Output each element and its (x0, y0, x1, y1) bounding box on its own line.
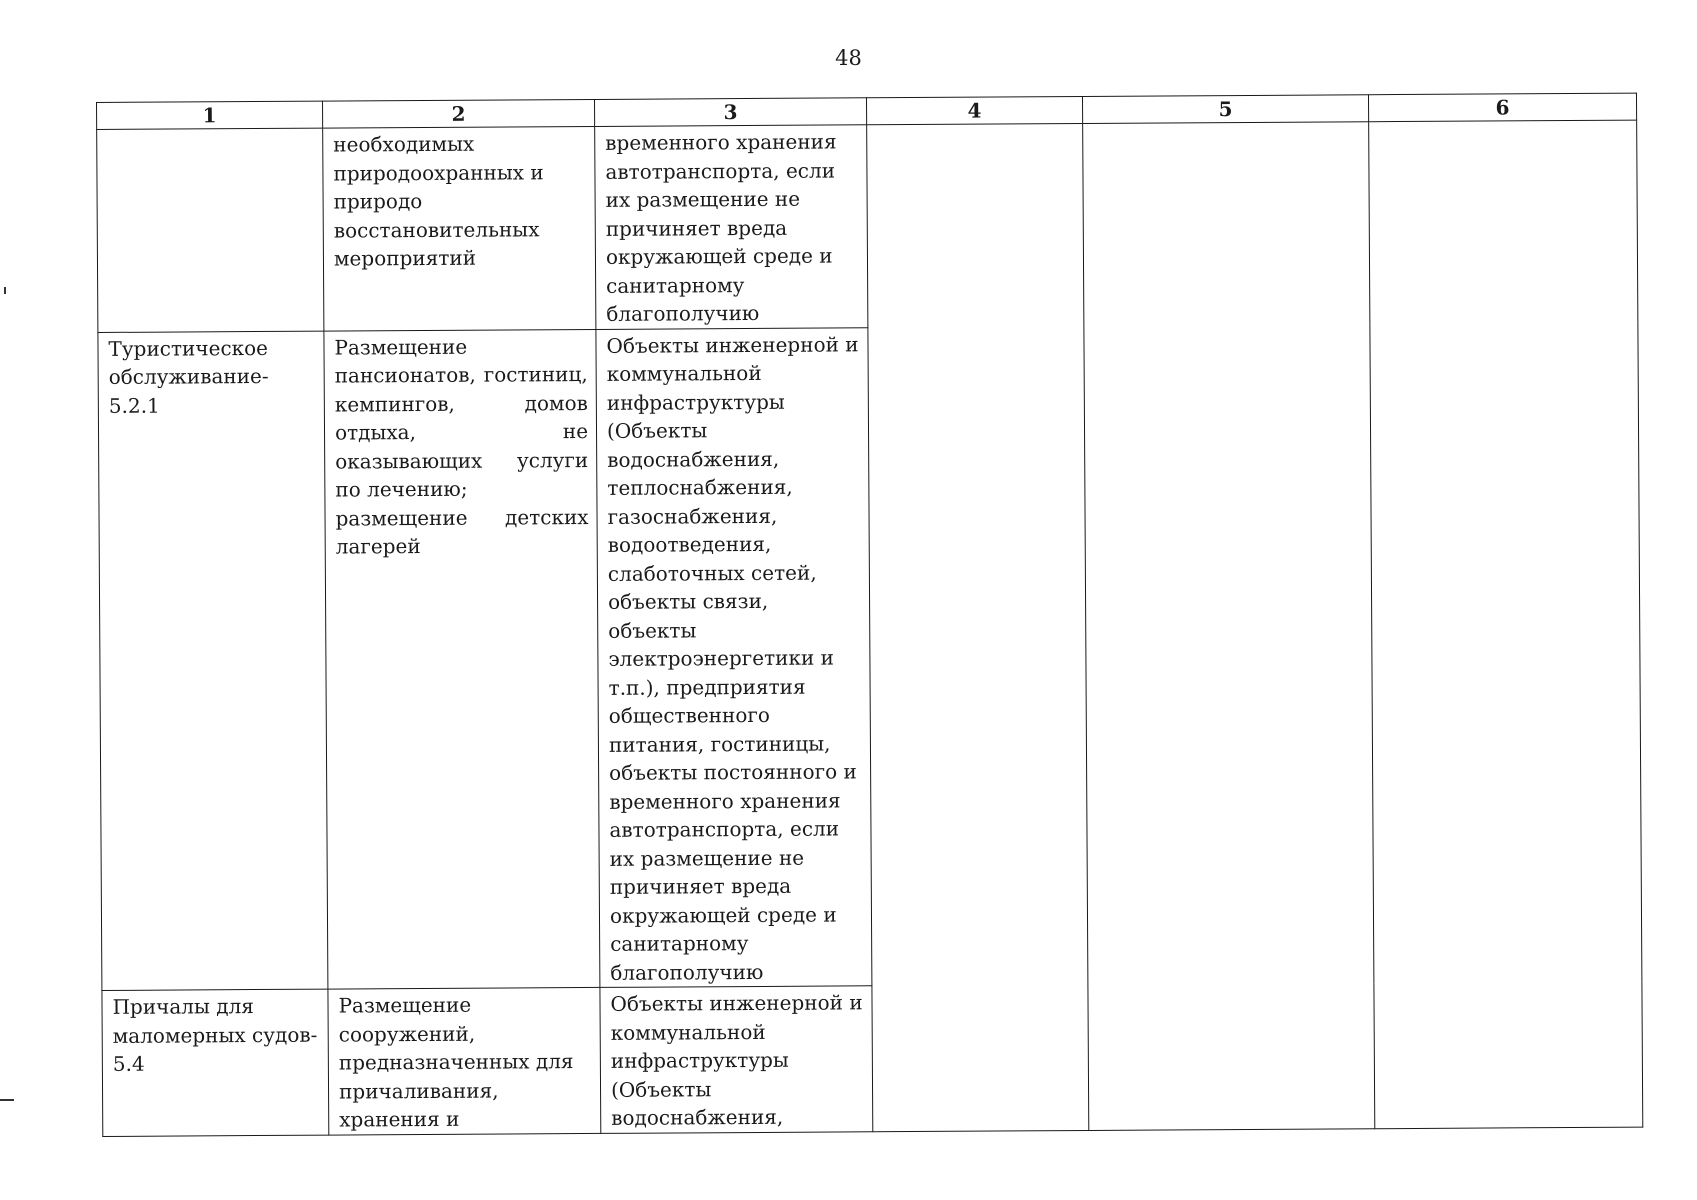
column-header-6: 6 (1368, 93, 1636, 122)
description-line: лагерей (335, 534, 421, 559)
land-use-name-cell (102, 989, 329, 1136)
land-use-description-cell (323, 126, 596, 330)
table-row (97, 120, 1638, 332)
description-line: Размещение (334, 334, 468, 360)
column-4-cell (867, 123, 1089, 1131)
column-5-cell (1083, 122, 1375, 1130)
scan-artifact (4, 287, 6, 294)
column-header-5: 5 (1082, 95, 1368, 124)
description-line: по лечению; (335, 476, 468, 502)
auxiliary-use-text: Объекты инженерной и коммунальной инфраструктуры (Объекты водоснабжения, теплоснабжения, газоснабжения, водоотведения, слаботочных сетей, объекты связи, объекты электроэнергетики и т.п.), предприятия общественного питания, гостиницы, объекты постоянного и временного хранения автотранспорта, если их размещение не причиняет вреда окружающей среде и санитарному благополучию (606, 331, 859, 985)
column-header-1: 1 (97, 101, 323, 129)
land-use-name-cell (97, 128, 324, 332)
land-use-description-cell (328, 987, 601, 1134)
description-line: размещение детских (335, 504, 589, 531)
land-use-name: Причалы для маломерных судов- 5.4 (112, 994, 318, 1076)
description-line: отдыха, не (334, 419, 589, 445)
scan-artifact (0, 1099, 14, 1101)
description-line: оказывающих услуги (335, 447, 589, 474)
land-use-description-cell (324, 329, 600, 989)
auxiliary-use-text: Объекты инженерной и коммунальной инфраструктуры (Объекты водоснабжения, (610, 990, 863, 1130)
auxiliary-use-cell (595, 125, 868, 329)
land-use-description: необходимых природоохранных и природо восстановительных мероприятий (333, 131, 544, 271)
land-use-table (96, 93, 1643, 1137)
land-use-description: Размещение сооружений, предназначенных для причаливания, хранения и (338, 992, 574, 1132)
description-line: пансионатов, гостиниц, (334, 362, 588, 388)
column-header-4: 4 (866, 96, 1082, 124)
auxiliary-use-text: временного хранения автотранспорта, если их размещение не причиняет вреда окружающей среде и санитарному благополучию (605, 129, 837, 326)
auxiliary-use-cell (596, 327, 872, 987)
land-use-name: Туристическое обслуживание- 5.2.1 (108, 335, 269, 418)
column-header-2: 2 (322, 99, 594, 128)
column-6-cell (1369, 120, 1643, 1128)
land-use-name-cell (98, 331, 328, 991)
description-line: кемпингов, домов (334, 390, 588, 417)
page-number: 48 (835, 46, 862, 70)
auxiliary-use-cell (600, 986, 873, 1133)
land-use-name (107, 131, 314, 132)
column-header-3: 3 (594, 98, 866, 127)
